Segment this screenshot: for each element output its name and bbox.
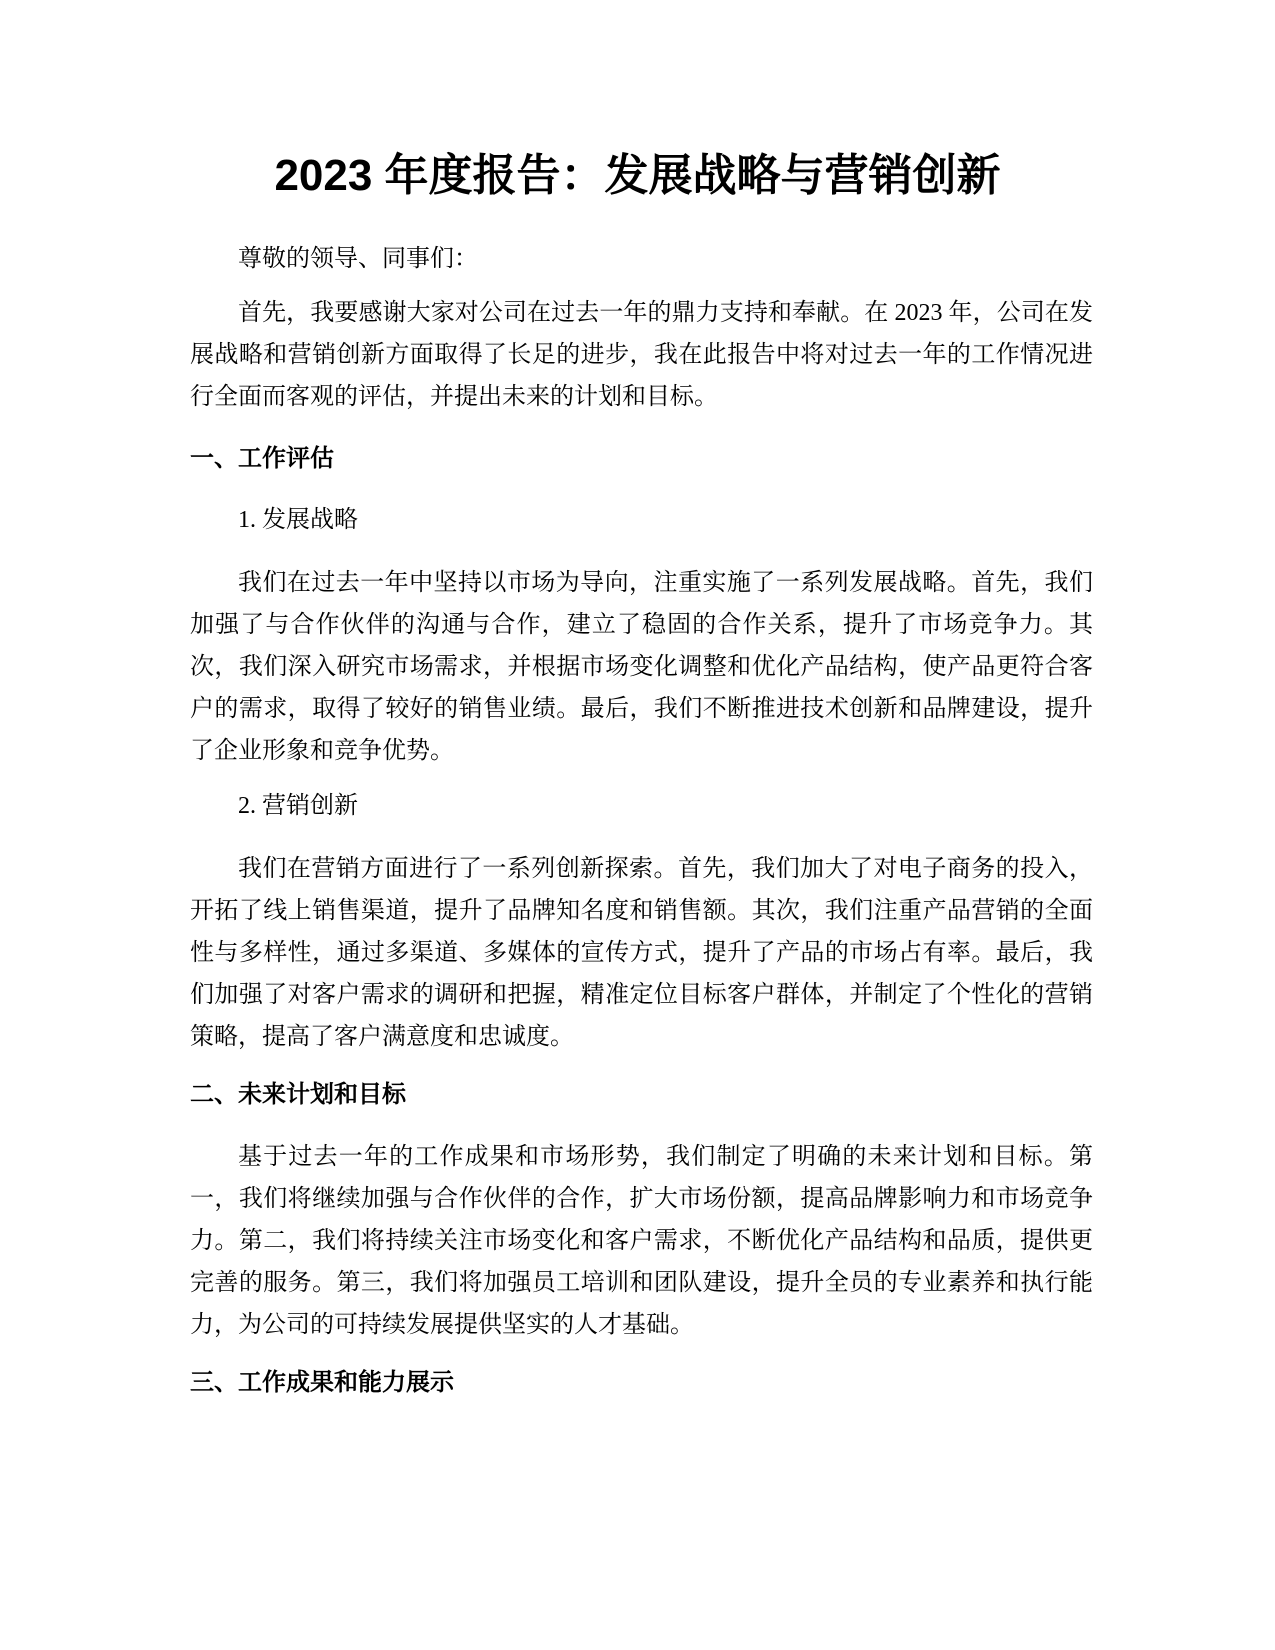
strategy-paragraph: 我们在过去一年中坚持以市场为导向，注重实施了一系列发展战略。首先，我们加强了与合作伙伴的沟通与合作，建立了稳固的合作关系，提升了市场竞争力。其次，我们深入研究市场需求，并根据市场变化调整和优化产品结构，使产品更符合客户的需求，取得了较好的销售业绩。最后，我们不断推进技术创新和品牌建设，提升了企业形象和竞争优势。 [190,570,1093,764]
section-heading-evaluation: 一、工作评估 [190,445,334,472]
intro-paragraph: 首先，我要感谢大家对公司在过去一年的鼎力支持和奉献。在 2023 年，公司在发展战略和营销创新方面取得了长足的进步，我在此报告中将对过去一年的工作情况进行全面而客观的评估，并提出未来的计划和目标。 [190,300,1093,410]
section-heading-achievements: 三、工作成果和能力展示 [190,1369,454,1396]
section-heading-plans: 二、未来计划和目标 [190,1081,406,1108]
subsection-heading-marketing: 2. 营销创新 [238,793,358,819]
salutation: 尊敬的领导、同事们： [238,246,478,272]
document-title: 2023 年度报告：发展战略与营销创新 [274,151,1001,200]
marketing-paragraph: 我们在营销方面进行了一系列创新探索。首先，我们加大了对电子商务的投入，开拓了线上销售渠道，提升了品牌知名度和销售额。其次，我们注重产品营销的全面性与多样性，通过多渠道、多媒体的宣传方式，提升了产品的市场占有率。最后，我们加强了对客户需求的调研和把握，精准定位目标客户群体，并制定了个性化的营销策略，提高了客户满意度和忠诚度。 [190,856,1093,1050]
subsection-heading-strategy: 1. 发展战略 [238,507,358,533]
plans-paragraph: 基于过去一年的工作成果和市场形势，我们制定了明确的未来计划和目标。第一，我们将继续加强与合作伙伴的合作，扩大市场份额，提高品牌影响力和市场竞争力。第二，我们将持续关注市场变化和客户需求，不断优化产品结构和品质，提供更完善的服务。第三，我们将加强员工培训和团队建设，提升全员的专业素养和执行能力，为公司的可持续发展提供坚实的人才基础。 [190,1144,1093,1338]
